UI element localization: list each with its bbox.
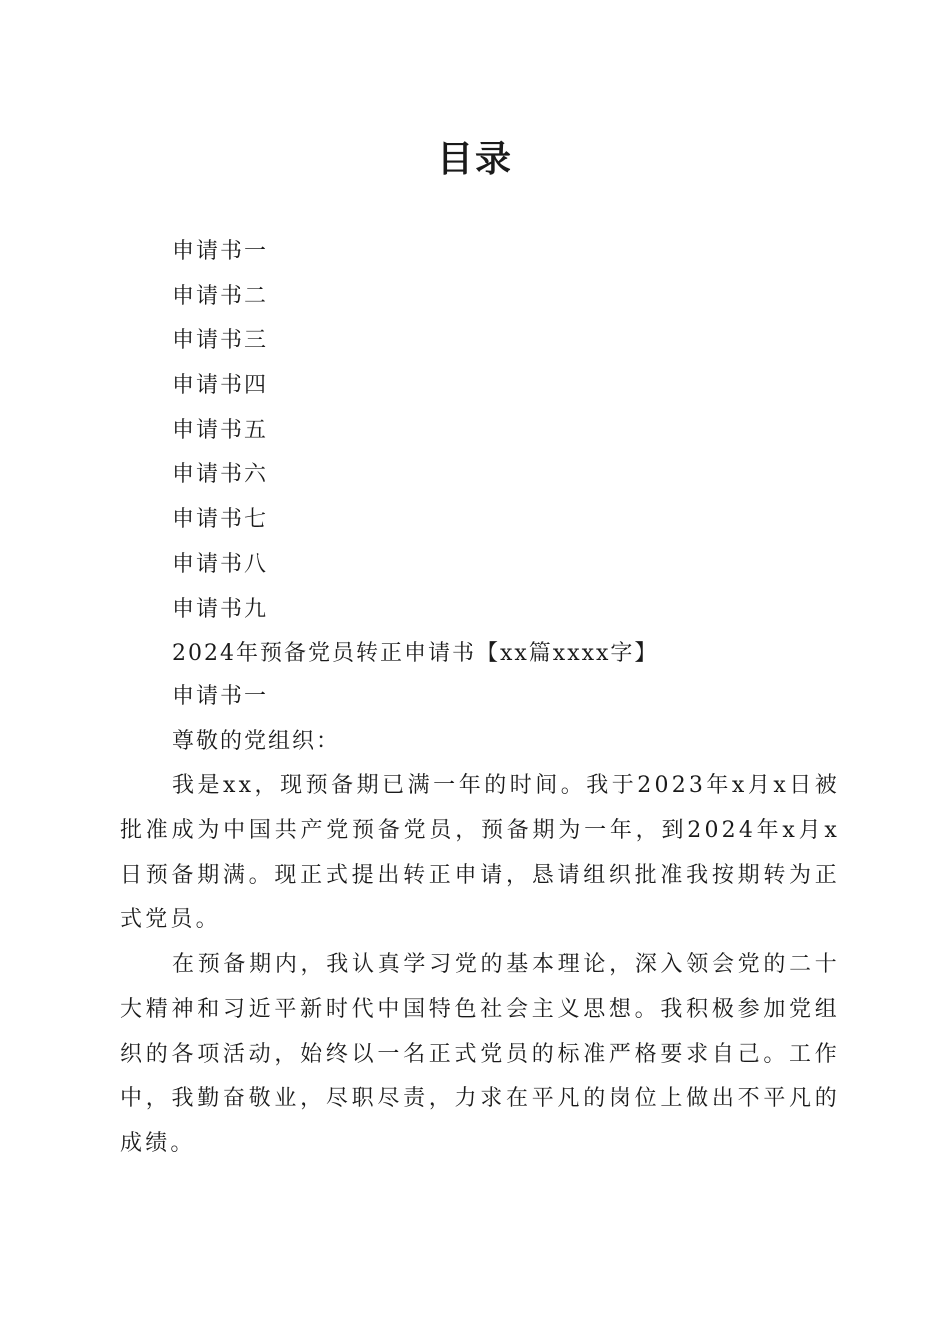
toc-item[interactable]: 申请书八 (172, 551, 269, 577)
toc-item[interactable]: 申请书七 (172, 507, 269, 533)
body-paragraph: 我是xx，现预备期已满一年的时间。我于2023年x月x日被批准成为中国共产党预备党员，预备期为一年，到2024年x月x日预备期满。现正式提出转正申请，恳请组织批准我按期转为正式党员。 (120, 773, 840, 933)
page-title: 目录 (436, 138, 513, 180)
toc-item[interactable]: 申请书九 (172, 596, 269, 622)
section-heading: 申请书一 (172, 684, 269, 709)
toc-item[interactable]: 申请书三 (172, 328, 269, 354)
toc-item[interactable]: 申请书四 (172, 373, 269, 399)
toc-item[interactable]: 申请书五 (172, 417, 269, 443)
toc-item[interactable]: 2024年预备党员转正申请书【xx篇xxxx字】 (172, 641, 659, 667)
document-body (120, 675, 840, 1167)
body-paragraph: 在预备期内，我认真学习党的基本理论，深入领会党的二十大精神和习近平新时代中国特色社会主义思想。我积极参加党组织的各项活动，始终以一名正式党员的标准严格要求自己。工作中，我勤奋敬业，尽职尽责，力求在平凡的岗位上做出不平凡的成绩。 (120, 952, 840, 1156)
toc-item[interactable]: 申请书一 (172, 239, 269, 264)
salutation: 尊敬的党组织： (172, 728, 341, 754)
table-of-contents (172, 230, 658, 677)
toc-item[interactable]: 申请书六 (172, 462, 269, 488)
toc-item[interactable]: 申请书二 (172, 283, 269, 309)
